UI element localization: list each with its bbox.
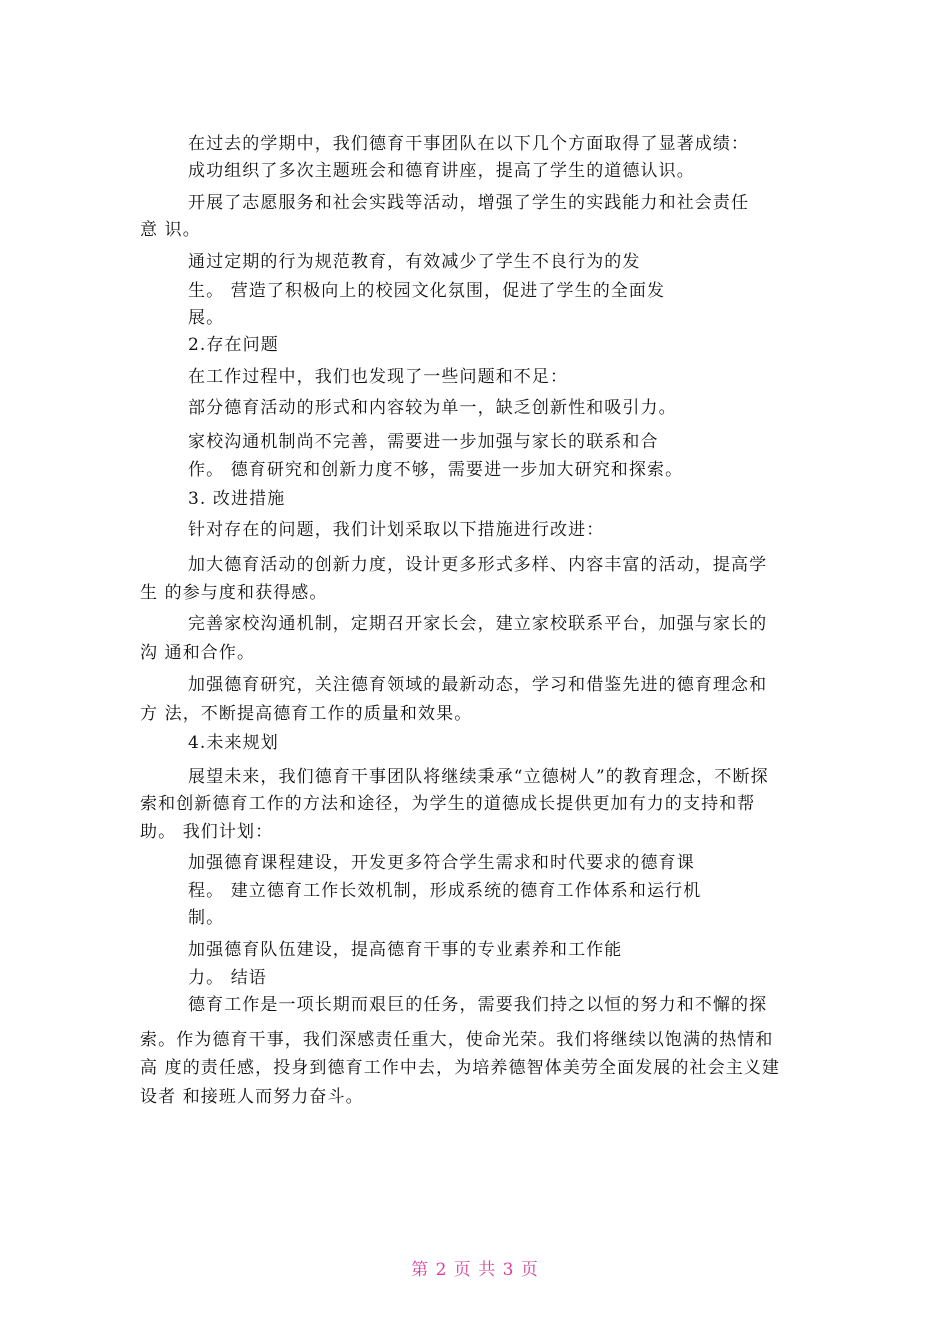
text-line: 开展了志愿服务和社会实践等活动，增强了学生的实践能力和社会责任 bbox=[188, 193, 750, 213]
text-line: 作。 德育研究和创新力度不够，需要进一步加大研究和探索。 bbox=[188, 460, 684, 480]
text-line: 力。 结语 bbox=[188, 968, 267, 988]
text-line: 加强德育课程建设，开发更多符合学生需求和时代要求的德育课 bbox=[188, 853, 695, 873]
section-heading: 3. 改进措施 bbox=[188, 489, 286, 509]
text-line: 沟 通和合作。 bbox=[140, 643, 256, 663]
text-line: 索和创新德育工作的方法和途径，为学生的道德成长提供更加有力的支持和帮 bbox=[140, 794, 756, 814]
section-heading: 2.存在问题 bbox=[188, 335, 279, 355]
text-line: 索。作为德育干事，我们深感责任重大，使命光荣。我们将继续以饱满的热情和 bbox=[140, 1030, 774, 1050]
text-line: 家校沟通机制尚不完善，需要进一步加强与家长的联系和合 bbox=[188, 432, 659, 452]
text-line: 加大德育活动的创新力度，设计更多形式多样、内容丰富的活动，提高学 bbox=[188, 555, 768, 575]
text-line: 方 法，不断提高德育工作的质量和效果。 bbox=[140, 704, 473, 724]
text-line: 成功组织了多次主题班会和德育讲座，提高了学生的道德认识。 bbox=[188, 161, 695, 181]
text-line: 制。 bbox=[188, 908, 225, 928]
text-line: 通过定期的行为规范教育，有效减少了学生不良行为的发 bbox=[188, 252, 641, 272]
text-line: 助。 我们计划： bbox=[140, 822, 274, 842]
text-line: 针对存在的问题，我们计划采取以下措施进行改进： bbox=[188, 520, 605, 540]
text-line: 设者 和接班人而努力奋斗。 bbox=[140, 1087, 364, 1107]
text-line: 高 度的责任感，投身到德育工作中去，为培养德智体美劳全面发展的社会主义建 bbox=[140, 1058, 781, 1078]
text-line: 生 的参与度和获得感。 bbox=[140, 583, 328, 603]
text-line: 展望未来，我们德育干事团队将继续秉承“立德树人”的教育理念，不断探 bbox=[188, 767, 769, 787]
text-line: 在工作过程中，我们也发现了一些问题和不足： bbox=[188, 367, 569, 387]
page-number-footer: 第 2 页 共 3 页 bbox=[411, 1260, 539, 1280]
text-line: 加强德育研究，关注德育领域的最新动态，学习和借鉴先进的德育理念和 bbox=[188, 675, 768, 695]
text-line: 生。 营造了积极向上的校园文化氛围，促进了学生的全面发 bbox=[188, 281, 666, 301]
text-line: 在过去的学期中，我们德育干事团队在以下几个方面取得了显著成绩： bbox=[188, 134, 750, 154]
text-line: 完善家校沟通机制，定期召开家长会，建立家校联系平台，加强与家长的 bbox=[188, 614, 768, 634]
text-line: 部分德育活动的形式和内容较为单一，缺乏创新性和吸引力。 bbox=[188, 398, 677, 418]
text-line: 程。 建立德育工作长效机制，形成系统的德育工作体系和运行机 bbox=[188, 881, 702, 901]
text-line: 展。 bbox=[188, 308, 225, 328]
text-line: 德育工作是一项长期而艰巨的任务，需要我们持之以恒的努力和不懈的探 bbox=[188, 995, 768, 1015]
section-heading: 4.未来规划 bbox=[188, 733, 279, 753]
text-line: 加强德育队伍建设，提高德育干事的专业素养和工作能 bbox=[188, 940, 623, 960]
text-line: 意 识。 bbox=[140, 220, 201, 240]
